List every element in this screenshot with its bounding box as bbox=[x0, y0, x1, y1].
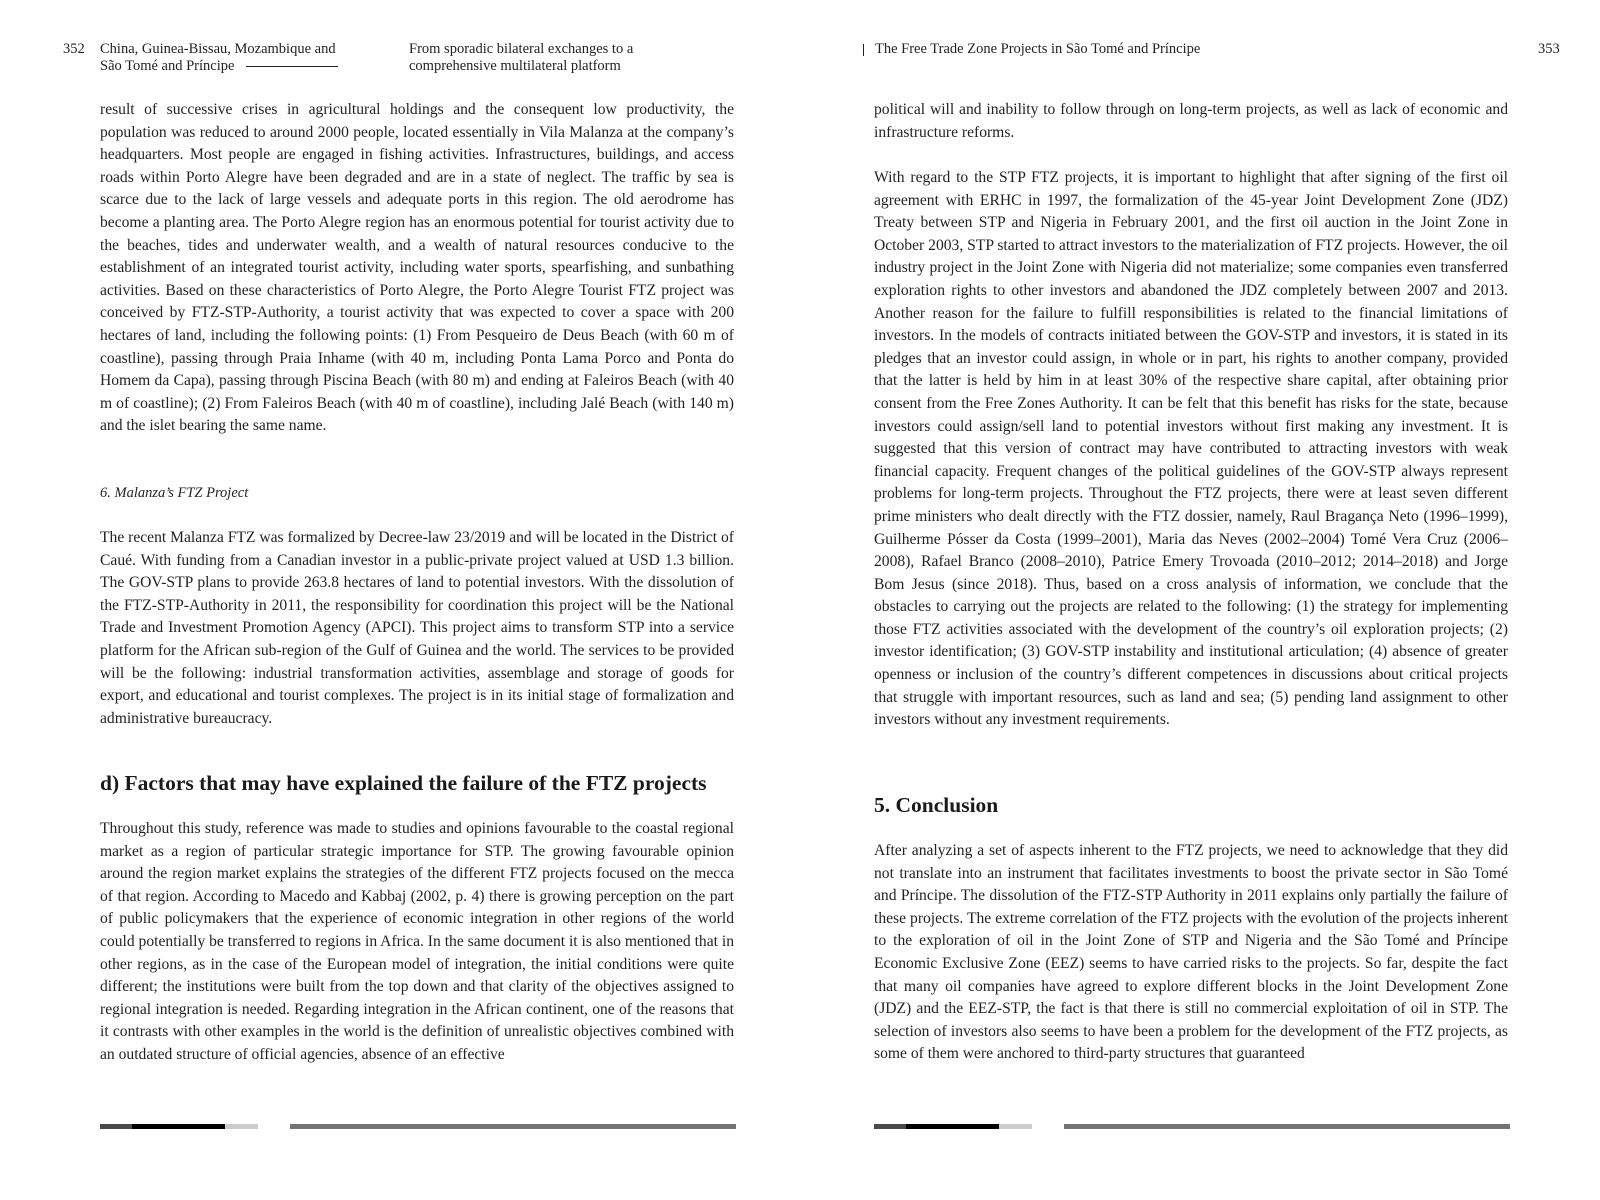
footer-bar-segment bbox=[906, 1124, 999, 1129]
running-head-rule bbox=[246, 66, 338, 67]
page-number: 352 bbox=[63, 41, 85, 57]
paragraph-malanza: The recent Malanza FTZ was formalized by Decree-law 23/2019 and will be located in the District of Caué. With funding from a Canadian investor in a public-private project valued at USD 1.3 billion. The GOV-STP plans to provide 263.8 hectares of land to potential investors. With the dissolution of the FTZ-STP-Authority in 2011, the responsibility for coordination this project will be the National Trade and Investment Promotion Agency (APCI). This project aims to transform STP into a service platform for the African sub-region of the Gulf of Guinea and the world. The services to be provided will be the following: industrial transformation activities, assemblage and storage of goods for export, and educational and tourist complexes. The project is in its initial stage of formalization and administrative bureaucracy. bbox=[100, 529, 734, 727]
right-page bbox=[800, 0, 1600, 1200]
footer-bar-long bbox=[290, 1124, 736, 1129]
paragraph-porto-alegre: result of successive crises in agricultural holdings and the consequent low productivity, the population was reduced to around 2000 people, located essentially in Vila Malanza at the company’s headquarters. Most people are engaged in fishing activities. Infrastructures, buildings, and access roads within Porto Alegre have been degraded and are in a state of neglect. The traffic by sea is scarce due to the lack of large vessels and adequate ports in this region. The old aerodrome has become a planting area. The Porto Alegre region has an enormous potential for tourist activity due to the beaches, tides and underwater wealth, and a wealth of natural resources conducive to the establishment of an integrated tourist activity, including water sports, spearfishing, and sunbathing activities. Based on these characteristics of Porto Alegre, the Porto Alegre Tourist FTZ project was conceived by FTZ-STP-Authority, a tourist activity that was expected to cover a space with 200 hectares of land, including the following points: (1) From Pesqueiro de Deus Beach (with 60 m of coastline), passing through Praia Inhame (with 40 m, including Ponta Lama Porco and Ponta do Homem da Capa), passing through Piscina Beach (with 80 m) and ending at Faleiros Beach (with 40 m of coastline); (2) From Faleiros Beach (with 40 m of coastline), including Jalé Beach (with 140 m) and the islet bearing the same name. bbox=[100, 101, 734, 435]
running-head-chapter: From sporadic bilateral exchanges to a comprehensive multilateral platform bbox=[409, 41, 634, 74]
section-heading: d) Factors that may have explained the failure of the FTZ projects bbox=[100, 771, 707, 795]
page-number: 353 bbox=[1538, 41, 1560, 57]
paragraph-factors: Throughout this study, reference was made to studies and opinions favourable to the coastal regional market as a region of particular strategic importance for STP. The growing favourable opinion around the region market explains the strategies of the different FTZ projects focused on the mecca of that region. According to Macedo and Kabbaj (2002, p. 4) there is growing perception on the part of public policymakers that the experience of economic integration in other regions of the world could potentially be transferred to regions in Africa. In the same document it is also mentioned that in other regions, as in the case of the European model of integration, the initial conditions were quite different; the institutions were built from the top down and that clarity of the objectives assigned to regional integration is needed. Regarding integration in the African continent, one of the reasons that it contrasts with other examples in the world is the definition of unrealistic objectives combined with an outdated structure of official agencies, absence of an effective bbox=[100, 820, 734, 1063]
running-head-title: The Free Trade Zone Projects in São Tomé and Príncipe bbox=[875, 41, 1201, 57]
paragraph-conclusion: After analyzing a set of aspects inherent to the FTZ projects, we need to acknowledge that they did not translate into an instrument that facilitates investments to boost the private sector in São Tomé and Príncipe. The dissolution of the FTZ-STP Authority in 2011 explains only partially the failure of these projects. The extreme correlation of the FTZ projects with the evolution of the projects inherent to the exploration of oil in the Joint Zone of STP and Nigeria and the São Tomé and Príncipe Economic Exclusive Zone (EEZ) seems to have carried risks to the projects. So far, despite the fact that many oil companies have agreed to explore different blocks in the Joint Development Zone (JDZ) and the EEZ-STP, the fact is that there is still no commercial exploitation of oil in STP. The selection of investors also seems to have been a problem for the development of the FTZ projects, as some of them were anchored to third-party structures that guaranteed bbox=[874, 842, 1508, 1063]
paragraph-stp-ftz: With regard to the STP FTZ projects, it is important to highlight that after signing of the first oil agreement with ERHC in 1997, the formalization of the 45-year Joint Development Zone (JDZ) Treaty between STP and Nigeria in February 2001, and the first oil auction in the Joint Zone in October 2003, STP started to attract investors to the materialization of FTZ projects. However, the oil industry project in the Joint Zone with Nigeria did not materialize; some companies even transferred exploration rights to other investors and abandoned the JDZ completely between 2007 and 2013. Another reason for the failure to fulfill responsibilities is related to the financial limitations of investors. In the models of contracts initiated between the GOV-STP and investors, it is stated in its pledges that an investor could assign, in whole or in part, his rights to another company, provided that the latter is held by him in at least 30% of the respective share capital, after obtaining prior consent from the Free Zones Authority. It can be felt that this benefit has risks for the state, because investors could assign/sell land to potential investors without first making any investment. It is suggested that this version of contract may have contributed to attracting investors with weak financial capacity. Frequent changes of the political guidelines of the GOV-STP always represent problems for long-term projects. Throughout the FTZ projects, there were at least seven different prime ministers who dealt directly with the FTZ dossier, namely, Raul Bragança Neto (1996–1999), Guilherme Pósser da Costa (1999–2001), Maria das Neves (2002–2004) Tomé Vera Cruz (2006–2008), Rafael Branco (2008–2010), Patrice Emery Trovoada (2010–2012; 2014–2018) and Jorge Bom Jesus (since 2018). Thus, based on a cross analysis of information, we conclude that the obstacles to carrying out the projects are related to the following: (1) the strategy for implementing those FTZ activities associated with the development of the country’s oil exploration projects; (2) investor identification; (3) GOV-STP instability and institutional articulation; (4) absence of greater openness or inclusion of the country’s different competences in discussions about critical projects that struggle with important resources, such as land and sea; (5) pending land assignment to other investors without any investment requirements. bbox=[874, 169, 1508, 729]
running-head-book-text: China, Guinea-Bissau, Mozambique and São Tomé and Príncipe bbox=[100, 41, 336, 74]
footer-bar-segment bbox=[874, 1124, 906, 1129]
footer-bar-segment bbox=[100, 1124, 132, 1129]
footer-bar-segment bbox=[225, 1124, 258, 1129]
running-head-bar bbox=[863, 44, 864, 56]
body-paragraph bbox=[874, 99, 1508, 144]
paragraph-political-will: political will and inability to follow through on long-term projects, as well as lack of economic and infrastructure reforms. bbox=[874, 101, 1508, 141]
body-paragraph bbox=[100, 527, 734, 730]
body-paragraph bbox=[100, 99, 734, 438]
section-heading: 5. Conclusion bbox=[874, 793, 999, 817]
footer-bar-long bbox=[1064, 1124, 1510, 1129]
footer-progress-bars bbox=[100, 1124, 736, 1129]
body-paragraph bbox=[100, 818, 734, 1067]
footer-progress-bars bbox=[874, 1124, 1510, 1129]
footer-bar-segment bbox=[132, 1124, 225, 1129]
body-paragraph bbox=[874, 840, 1508, 1066]
running-head-book bbox=[100, 41, 360, 75]
footer-bar-segment bbox=[999, 1124, 1032, 1129]
body-paragraph bbox=[874, 167, 1508, 732]
subheading: 6. Malanza’s FTZ Project bbox=[100, 485, 249, 501]
